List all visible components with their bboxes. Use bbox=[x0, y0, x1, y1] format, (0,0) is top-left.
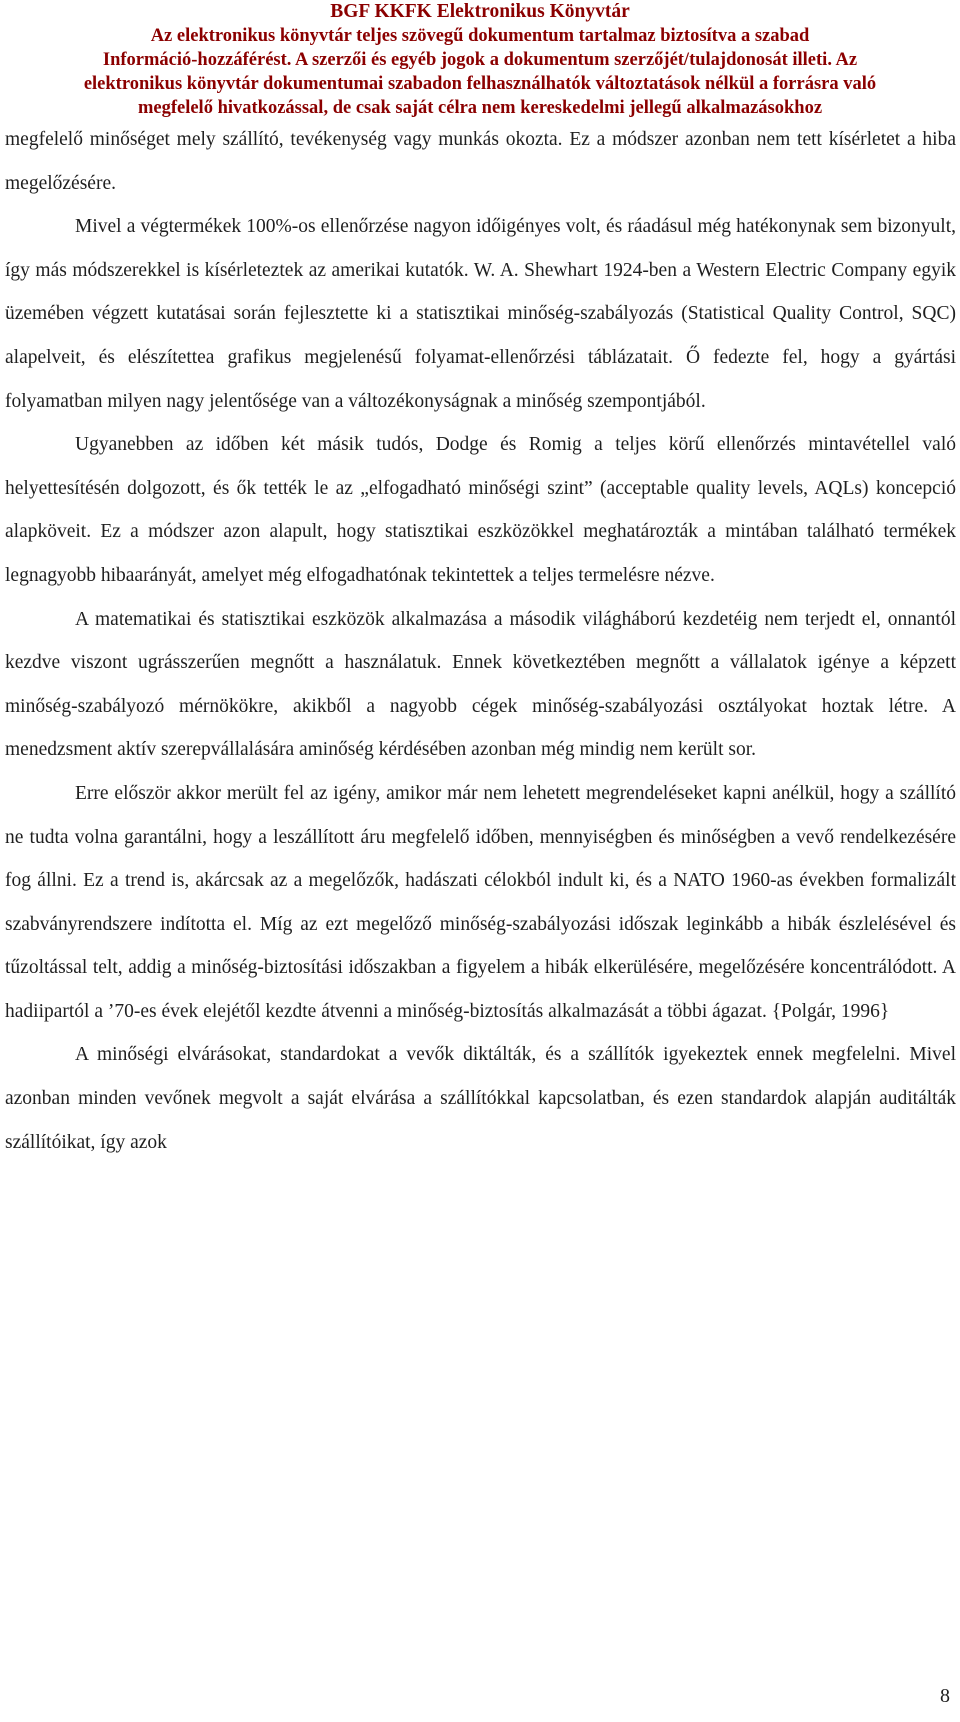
paragraph-standards: A minőségi elvárásokat, standardokat a vevők diktálták, és a szállítók igyekeztek ennek megfelelni. Mivel azonban minden vevőnek megvolt a saját elvárása a szállítókkal kapcsolatban, és ezen standardok alapján auditálták szállítóikat, így azok bbox=[5, 1044, 956, 1153]
header-title: BGF KKFK Elektronikus Könyvtár bbox=[330, 1, 630, 22]
page-number: 8 bbox=[940, 1685, 950, 1707]
paragraph-dodge-romig: Ugyanebben az időben két másik tudós, Dodge és Romig a teljes körű ellenőrzés mintavétellel való helyettesítésén dolgozott, és ők tették le az „elfogadható minőségi szint” (acceptable quality levels, AQLs) koncepció alapköveit. Ez a módszer azon alapult, hogy statisztikai eszközökkel meghatározták a mintában található termékek legnagyobb hibaarányát, amelyet még elfogadhatónak tekintettek a teljes termelésre nézve. bbox=[5, 434, 956, 586]
header-line-5: megfelelő hivatkozással, de csak saját célra nem kereskedelmi jellegű alkalmazásokhoz bbox=[137, 98, 823, 118]
paragraph-shewhart: Mivel a végtermékek 100%-os ellenőrzése nagyon időigényes volt, és ráadásul még hatékonynak sem bizonyult, így más módszerekkel is kísérleteztek az amerikai kutatók. W. A. Shewhart 1924-ben a Western Electric Company egyik üzemében végzett kutatásai során fejlesztette ki a statisztikai minőség-szabályozás (Statistical Quality Control, SQC) alapelveit, és elészítettea grafikus megjelenésű folyamat-ellenőrzési táblázatait. Ő fedezte fel, hogy a gyártási folyamatban milyen nagy jelentősége van a változékonyságnak a minőség szempontjából. bbox=[5, 216, 956, 412]
header-line-3: Információ-hozzáférést. A szerzői és egyéb jogok a dokumentum szerzőjét/tulajdonosát illeti. Az bbox=[102, 50, 858, 70]
paragraph-ww2: A matematikai és statisztikai eszközök alkalmazása a második világháború kezdetéig nem terjedt el, onnantól kezdve viszont ugrásszerűen megnőtt a használatuk. Ennek következtében megnőtt a vállalatok igénye a képzett minőség-szabályozó mérnökökre, akikből a nagyobb cégek minőség-szabályozási osztályokat hoztak létre. A menedzsment aktív szerepvállalására aminőség kérdésében azonban még mindig nem került sor. bbox=[5, 608, 956, 761]
header-line-2: Az elektronikus könyvtár teljes szövegű dokumentum tartalmaz biztosítva a szabad bbox=[150, 26, 810, 46]
paragraph-continuation: megfelelő minőséget mely szállító, tevékenység vagy munkás okozta. Ez a módszer azonban nem tett kísérletet a hiba megelőzésére. bbox=[5, 129, 956, 194]
body-text bbox=[5, 118, 956, 1164]
header-line-4: elektronikus könyvtár dokumentumai szabadon felhasználhatók változtatások nélkül a forrásra való bbox=[83, 74, 877, 94]
paragraph-quality-assurance: Erre először akkor merült fel az igény, amikor már nem lehetett megrendeléseket kapni anélkül, hogy a szállító ne tudta volna garantálni, hogy a leszállított áru megfelelő időben, mennyiségben és minőségben a vevő rendelkezésére fog állni. Ez a trend is, akárcsak az a megelőzők, hadászati célokból indult ki, és a NATO 1960-as években formalizált szabványrendszere indította el. Míg az ezt megelőző minőség-szabályozási időszak leginkább a hibák észlelésével és tűzoltással telt, addig a minőség-biztosítási időszakban a figyelem a hibák elkerülésére, megelőzésére koncentrálódott. A hadiipartól a ’70-es évek elejétől kezdte átvenni a minőség-biztosítás alkalmazását a többi ágazat. {Polgár, 1996} bbox=[5, 782, 956, 1022]
library-header bbox=[0, 0, 960, 120]
